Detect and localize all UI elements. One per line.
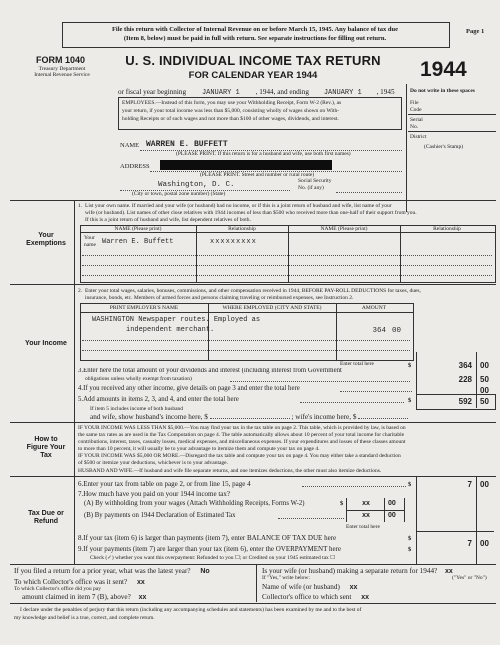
banner-line-2: (Item 8, below) must be paid in full with return. See separate instructions for filling out return.: [123, 35, 387, 42]
name-label: NAME: [120, 142, 140, 149]
income-line-3b: obligations unless wholly exempt from taxation): [85, 376, 192, 382]
district-label: District: [410, 134, 427, 140]
separate-return-answer: xx: [445, 568, 453, 575]
serial-line: [408, 131, 496, 132]
address-hint: (PLEASE PRINT. Street and number or rural route): [200, 172, 315, 178]
employer-col-amount: AMOUNT: [361, 305, 387, 311]
city-hint: (City or town, postal zone number) (State): [132, 191, 226, 197]
employer-entry-line-2: independent merchant.: [126, 326, 215, 334]
name-hint: (PLEASE PRINT. If this return is for a husband and wife, use both first names): [176, 151, 351, 157]
figure-p4: to more than 10 percent, it will usually be to your advantage to itemize them and compute your tax on page 4.: [78, 446, 320, 452]
declaration-line-1: I declare under the penalties of perjury that this return (including any accompanying schedules and statements) has been examined by me and to the best of: [20, 607, 362, 613]
your-name-label-1: Your: [84, 235, 95, 241]
bottom-divider: [256, 564, 257, 602]
amount-line-6: 7: [467, 480, 472, 489]
figure-p5: IF YOUR INCOME WAS $5,000 OR MORE.—Disregard the tax table and compute your tax on page 4. You may either take a standard deduction: [78, 453, 401, 459]
left-column-rule: [74, 200, 75, 564]
income-line-5: 5.Add amounts in items 2, 3, and 4, and enter the total here: [78, 396, 239, 403]
dollar-sign-8: $: [408, 535, 412, 542]
dollar-sign-6: $: [408, 481, 412, 488]
exemption-line-1c: If this is a joint return of husband and wife, list dependent relatives of both.: [85, 217, 251, 223]
page-number: Page 1: [466, 28, 485, 35]
banner-line-1: File this return with Collector of Internal Revenue on or before March 15, 1945. Any balance of tax due: [111, 26, 399, 33]
exemptions-row-4: [82, 275, 492, 276]
employees-line-2: your return, if your total income was less than $5,000, consisting wholly of wages shown on With-: [122, 108, 340, 114]
file-code-line: [408, 114, 496, 115]
income-bottom-rule: [10, 422, 496, 423]
employer-header-rule: [80, 312, 413, 313]
collector-office-label: Collector's office to which sent: [262, 593, 352, 601]
exemptions-col-relationship: Relationship: [228, 226, 256, 232]
exemption-relationship-value: xxxxxxxxx: [210, 238, 257, 246]
employer-amount: 364: [372, 327, 386, 335]
exemptions-col-name: NAME (Please print): [114, 226, 162, 232]
your-name-label-2: name: [84, 242, 96, 248]
exemptions-col-divider-3: [400, 225, 401, 282]
amount-line-3: 228: [458, 375, 472, 384]
income-line-2-num: 2.: [78, 288, 83, 294]
exemption-line-1: List your own name. If married and your wife (or husband) had no income, or if this is a joint return of husband and wife, list name of your: [85, 203, 392, 209]
figure-p3: contributions, interest, taxes, casualty losses, medical expenses, and miscellaneous expenses. If your expenditures and losses of these classes amount: [78, 439, 406, 445]
income-line-4: 4.If you received any other income, give details on page 3 and enter the total here: [78, 385, 300, 392]
exemptions-col-relationship-2: Relationship: [433, 226, 461, 232]
fiscal-suffix: , 1945: [376, 88, 395, 96]
prior-year-label: If you filed a return for a prior year, what was the latest year?: [14, 567, 191, 575]
fiscal-mid: , 1944, and ending: [255, 88, 309, 96]
amount-line-8-cents: 00: [480, 539, 489, 548]
figure-p6: of $500 or itemize your deductions, whichever is to your advantage.: [78, 460, 228, 466]
form-number: FORM 1040: [36, 55, 86, 65]
fiscal-end: JANUARY 1: [311, 89, 375, 98]
paid-question-2: amount claimed in item 7 (B), above?: [22, 593, 131, 601]
cashier-stamp-label: (Cashier's Stamp): [424, 144, 464, 150]
employer-entry-line-1: WASHINGTON Newspaper routes. Employed as: [92, 316, 261, 324]
exemption-name-value: Warren E. Buffett: [102, 238, 174, 246]
tax-line-8: 8.If your tax (item 6) is larger than payments (item 7), enter BALANCE OF TAX DUE here: [78, 534, 337, 542]
amount-line-4-cents: 00: [480, 386, 489, 395]
do-not-write-label: Do not write in these spaces: [410, 88, 475, 94]
employer-amount-cents: 00: [392, 327, 402, 335]
tax-line-9b: Check (✓) whether you want this overpayment: Refunded to you ☐; or Credited on your 1945 estimated tax ☐: [90, 555, 336, 561]
prior-year-question: [14, 567, 210, 576]
amount-line-5: 592: [458, 397, 472, 406]
employer-col-where: WHERE EMPLOYED (CITY AND STATE): [222, 305, 322, 311]
enter-total-payments: Enter total here: [346, 524, 380, 530]
exemption-line-1-num: 1.: [78, 203, 83, 209]
employees-line-3: holding Receipts or of such wages and not more than $100 of other wages, dividends, and interest.: [122, 116, 339, 122]
if-yes-label: If "Yes," write below:: [262, 575, 310, 581]
employer-row-4: [82, 350, 410, 351]
wife-income-label: ; wife's income here, $: [291, 413, 357, 421]
yes-no-hint: ("Yes" or "No"): [452, 575, 487, 581]
department-line-2: Internal Revenue Service: [34, 72, 90, 78]
income-line-5b: If item 5 includes income of both husband: [90, 406, 184, 412]
line-7-total-rule: [416, 531, 494, 532]
income-line-5c-row: [90, 413, 408, 421]
line-7a-rule: [346, 510, 404, 511]
collector-office-row: [262, 593, 369, 602]
income-line-2b: insurance, bonds, etc. Members of armed forces and persons claiming traveling or reimbursed expenses, see Instruction 2.: [85, 295, 354, 301]
paid-question-row: [22, 593, 146, 602]
tax-line-7: 7.How much have you paid on your 1944 income tax?: [78, 490, 231, 498]
tax-line-7a: (A) By withholding from your wages (Attach Withholding Receipts, Forms W-2): [84, 500, 305, 507]
amount-column-cents-2: [476, 476, 477, 564]
exemptions-col-name-2: NAME (Please print): [320, 226, 368, 232]
amount-line-5-cents: 50: [480, 397, 489, 406]
employer-col-divider-2: [336, 303, 337, 360]
amount-column-left-2: [416, 476, 417, 564]
ss-field-line: [336, 192, 402, 193]
fiscal-prefix: or fiscal year beginning: [118, 88, 187, 96]
admin-column-divider: [406, 84, 407, 212]
line-7b-leader: [278, 518, 344, 519]
city-value: Washington, D. C.: [158, 181, 235, 189]
amount-line-8: 7: [467, 539, 472, 548]
sent-answer: xx: [137, 579, 145, 586]
file-code-label: File Code: [410, 100, 422, 113]
exemption-line-1b: wife (or husband). List names of other close relatives with 1944 incomes of less than $500 who received more than one-half of their support from you.: [85, 210, 417, 216]
husband-income-blank: [210, 418, 290, 419]
figure-p2: the same tax rates as are used in the Tax Computation on page 4. The table automatically allows about 10 percent of your total income for charitable: [78, 432, 405, 438]
tax-line-6: 6.Enter your tax from table on page 2, or from line 15, page 4: [78, 480, 251, 488]
body-top-rule: [10, 200, 496, 201]
amount-7a-cents: 00: [388, 500, 396, 507]
redaction-bar: [160, 160, 332, 170]
employer-row-3: [82, 340, 410, 341]
prior-year-answer: No: [200, 568, 210, 575]
collector-office-answer: xx: [361, 594, 369, 601]
dollar-sign-9: $: [408, 546, 412, 553]
exemptions-section-label: Your Exemptions: [26, 232, 66, 247]
spouse-name-label: Name of wife (or husband): [262, 583, 340, 591]
income-line-2: Enter your total wages, salaries, bonuses, commissions, and other compensation received in 1944, BEFORE PAY-ROLL DEDUCTIONS for taxes, dues,: [85, 288, 421, 294]
tax-year: 1944: [420, 58, 467, 81]
tax-line-7b: (B) By payments on 1944 Declaration of Estimated Tax: [84, 512, 236, 519]
income-line-3: 3.Enter here the total amount of your dividends and interest (including interest from Government: [78, 368, 342, 374]
husband-income-label: and wife, show husband's income here, $: [90, 413, 208, 421]
exemptions-col-divider-2: [288, 225, 289, 282]
enter-total-income: Enter total here: [340, 361, 374, 367]
line-4-leader: [340, 391, 412, 392]
amount-line-2: 364: [458, 361, 472, 370]
amount-7b-cents: 00: [388, 512, 396, 519]
amount-line-2-cents: 00: [480, 361, 489, 370]
amount-line-3-cents: 50: [480, 375, 489, 384]
exemptions-col-divider-1: [196, 225, 197, 282]
line-5-leader: [300, 402, 404, 403]
address-label: ADDRESS: [120, 163, 150, 170]
tax-due-bottom-rule: [10, 564, 496, 565]
exemptions-bottom-rule: [10, 284, 496, 285]
sent-label: To which Collector's office was it sent?: [14, 578, 128, 586]
exemptions-row-2: [82, 255, 492, 256]
dollar-sign-5: $: [408, 397, 412, 404]
tax-due-section-label: Tax Due or Refund: [28, 510, 64, 525]
spouse-name-answer: xx: [349, 584, 358, 591]
dollar-sign-1: $: [408, 362, 412, 369]
figure-p1: IF YOUR INCOME WAS LESS THAN $5,000.—You may find your tax in the tax table on page 2. This table, which is provided by law, is based on: [78, 425, 406, 431]
paid-answer: xx: [138, 594, 147, 601]
dollar-sign-7a: $: [340, 500, 344, 507]
sub-amount-col-right: [404, 498, 405, 522]
tax-line-9: 9.If your payments (item 7) are larger than your tax (item 6), enter the OVERPAYMENT here: [78, 545, 342, 553]
amount-line-6-cents: 00: [480, 480, 489, 489]
form-title: U. S. INDIVIDUAL INCOME TAX RETURN: [125, 53, 381, 68]
serial-label: Serial No.: [410, 117, 423, 130]
ss-no-label: No. (if any): [298, 185, 324, 191]
department-line-1: Treasury Department: [38, 66, 86, 72]
amount-7a: xx: [362, 500, 370, 507]
wife-income-blank: [358, 418, 408, 419]
employer-col-name: PRINT EMPLOYER'S NAME: [109, 305, 179, 311]
separate-return-label: Is your wife (or husband) making a separate return for 1944?: [262, 567, 438, 575]
figure-p7: HUSBAND AND WIFE.—If husband and wife file separate returns, and one itemizes deductions, the other must also itemize deductions.: [78, 468, 382, 474]
exemptions-row-3: [82, 265, 492, 266]
form-subtitle: FOR CALENDAR YEAR 1944: [188, 70, 318, 81]
figure-tax-section-label: How to Figure Your Tax: [26, 436, 66, 459]
employees-line-1: EMPLOYEES.—Instead of this form, you may use your Withholding Receipt, Form W-2 (Rev.), as: [122, 100, 342, 106]
paid-question-1: To which Collector's office did you pay: [14, 586, 101, 592]
income-section-label: Your Income: [25, 340, 67, 347]
declaration-rule: [10, 603, 496, 604]
ss-label: Social Security: [298, 178, 332, 184]
line-3-leader: [230, 381, 410, 382]
amount-7b: xx: [362, 512, 370, 519]
fiscal-begin: JANUARY 1: [188, 89, 254, 98]
line-6-leader: [302, 486, 406, 487]
figure-bottom-rule: [10, 476, 496, 477]
spouse-name-row: [262, 583, 357, 592]
declaration-line-2: my knowledge and belief is a true, correct, and complete return.: [14, 615, 155, 621]
taxpayer-name: WARREN E. BUFFETT: [146, 140, 228, 149]
